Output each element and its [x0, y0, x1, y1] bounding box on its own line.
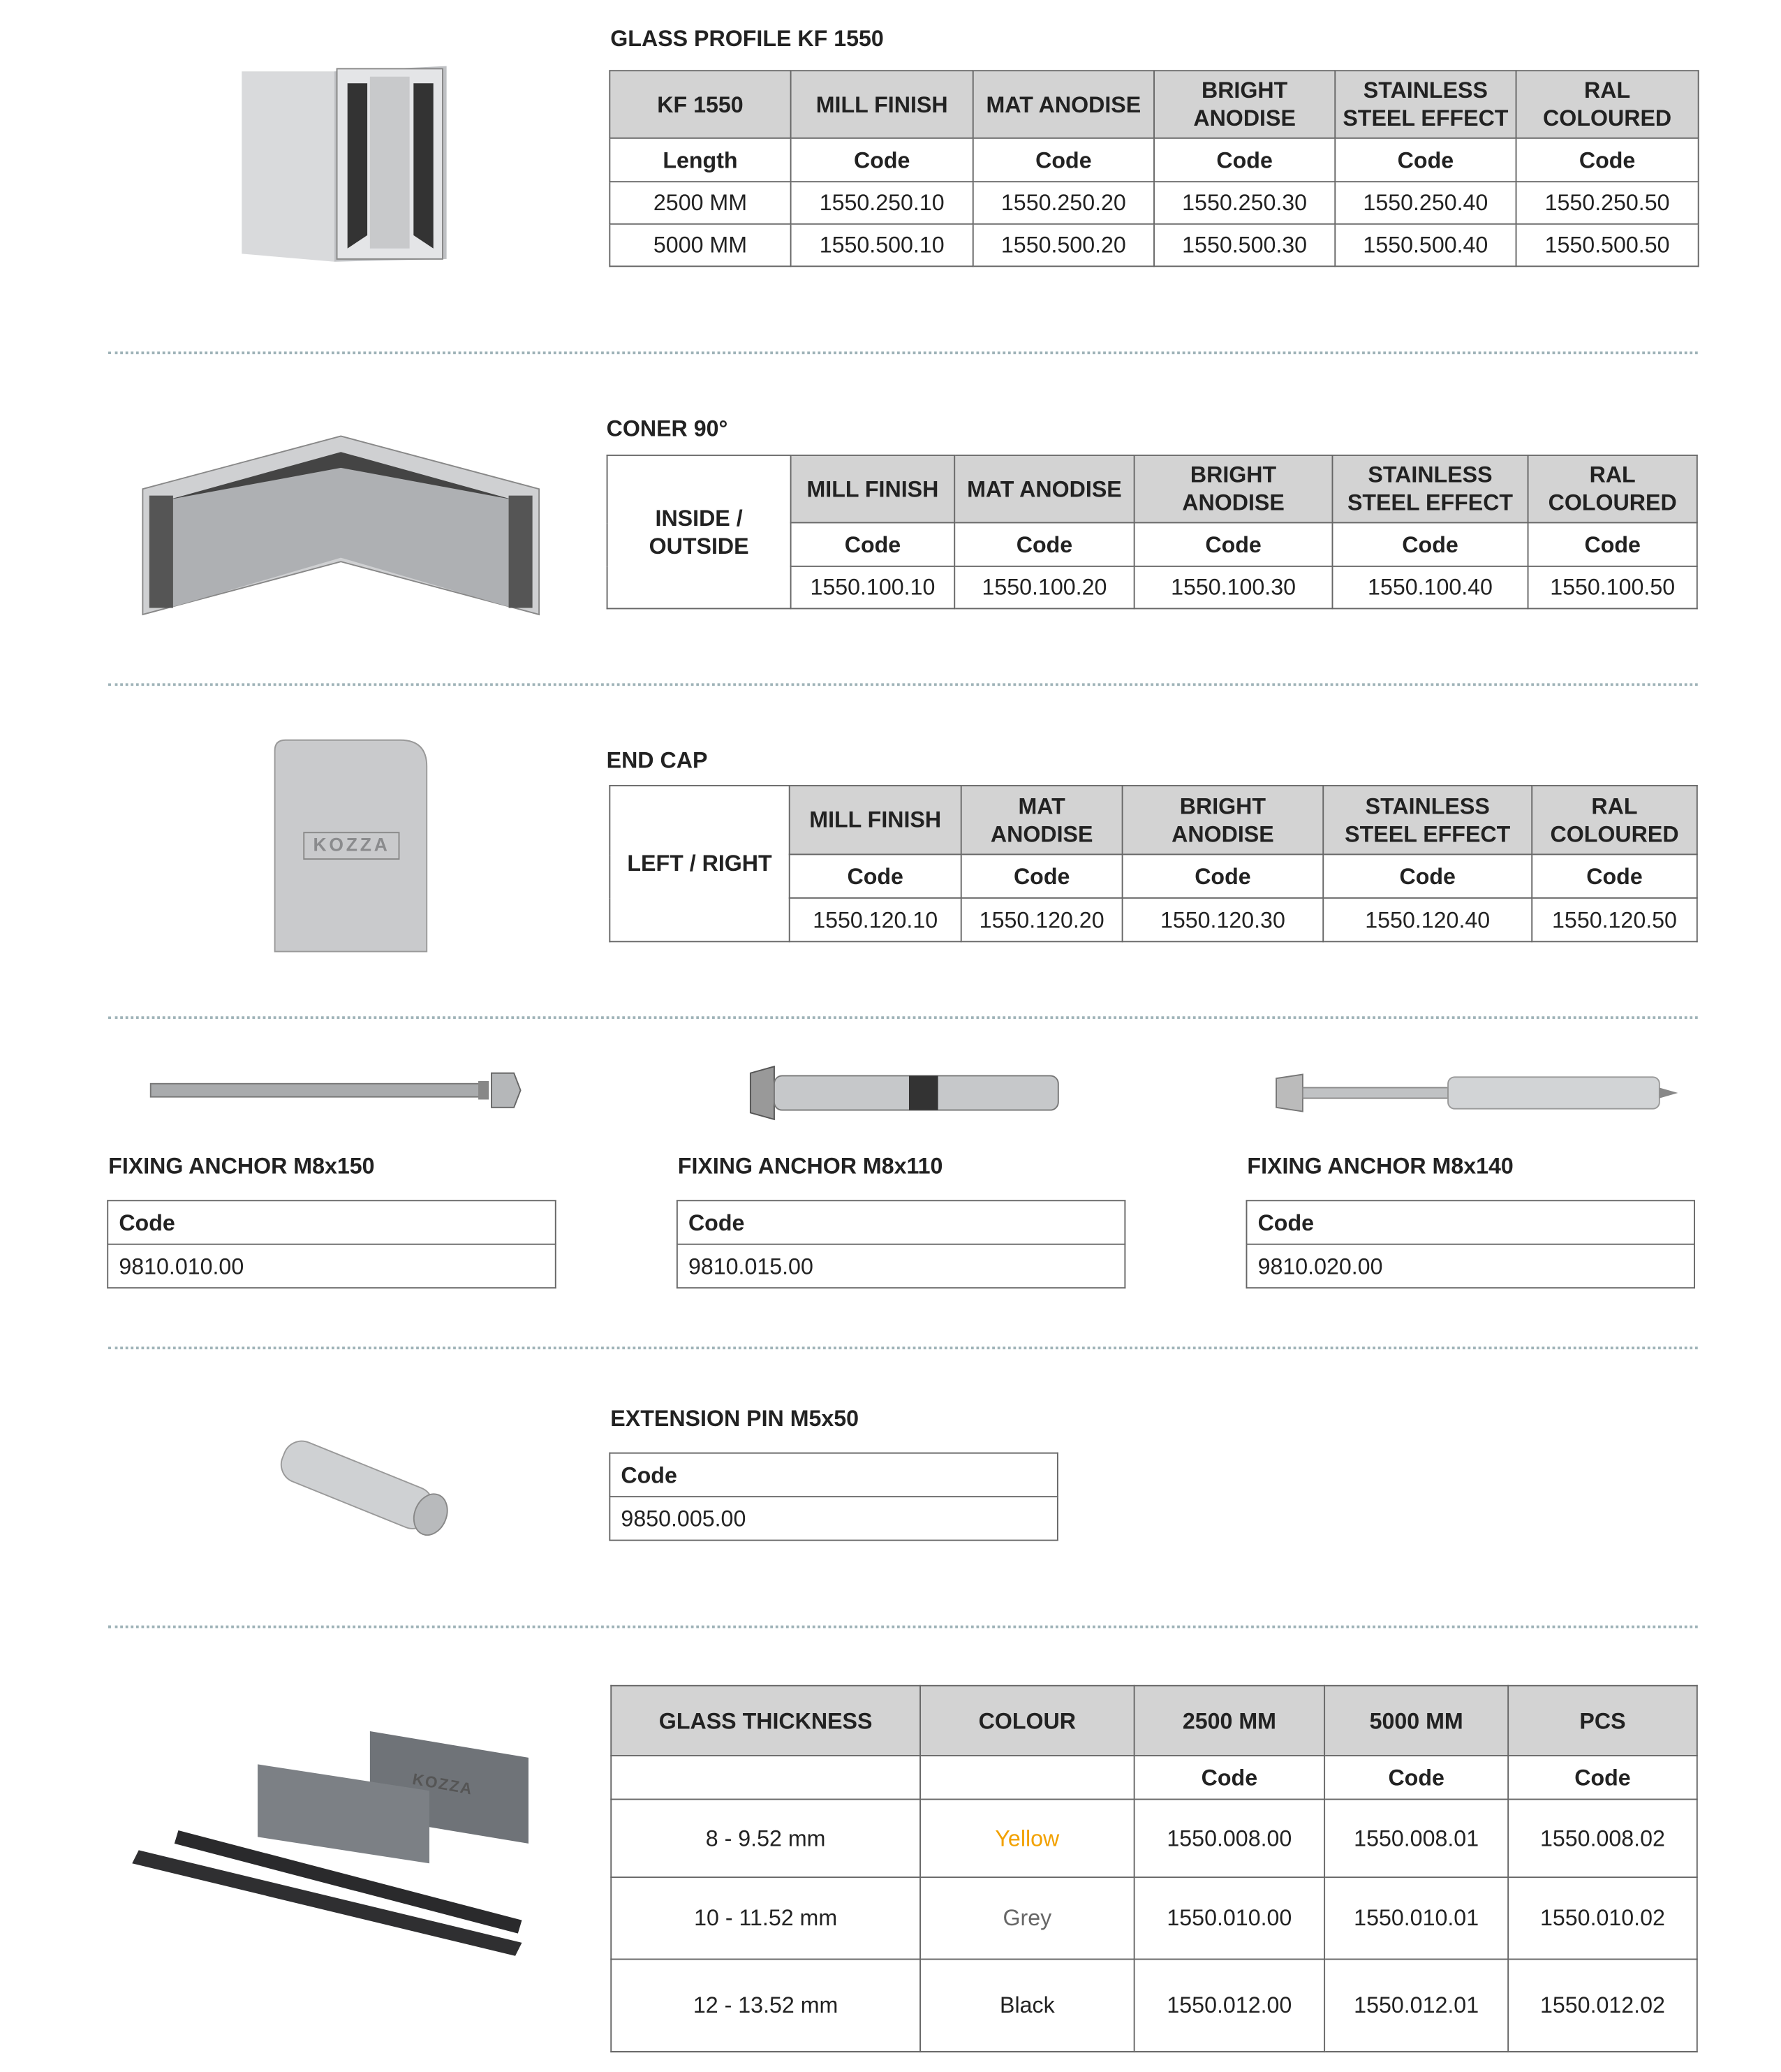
glass-profile-table: [609, 70, 1699, 267]
table-row: [609, 138, 1698, 182]
anchor-title: FIXING ANCHOR M8x150: [108, 1154, 375, 1180]
table-cell: 1550.100.20: [954, 566, 1134, 609]
column-header: MAT ANODISE: [954, 455, 1134, 523]
column-header: BRIGHT ANODISE: [1135, 455, 1333, 523]
table-row: [609, 182, 1698, 224]
gasket-set-image: [132, 1725, 535, 1976]
code-header: Code: [677, 1200, 1125, 1244]
code-header: Code: [108, 1200, 556, 1244]
table-cell: 2500 MM: [609, 182, 790, 224]
sub-header: Code: [1135, 522, 1333, 566]
table-cell: 1550.500.30: [1154, 224, 1335, 267]
table-cell: 1550.100.30: [1135, 566, 1333, 609]
column-header: GLASS THICKNESS: [611, 1686, 920, 1756]
column-header: RAL COLOURED: [1528, 455, 1697, 523]
column-header: 2500 MM: [1135, 1686, 1325, 1756]
column-header: STAINLESS STEEL EFFECT: [1323, 786, 1532, 854]
column-header: MILL FINISH: [791, 71, 973, 138]
column-header: PCS: [1508, 1686, 1697, 1756]
table-cell: 1550.250.10: [791, 182, 973, 224]
sub-header: [611, 1756, 920, 1799]
colour-cell: Yellow: [920, 1800, 1135, 1878]
sub-header: Code: [790, 854, 961, 897]
sub-header: Code: [1532, 854, 1697, 897]
table-row: [611, 1877, 1697, 1959]
column-header: 5000 MM: [1324, 1686, 1508, 1756]
corner-title: CONER 90°: [606, 416, 728, 442]
table-cell: 1550.008.01: [1324, 1800, 1508, 1878]
table-cell: 1550.250.20: [973, 182, 1154, 224]
anchor-code: 9810.020.00: [1246, 1244, 1694, 1288]
table-cell: 1550.012.00: [1135, 1959, 1325, 2051]
column-header: RAL COLOURED: [1532, 786, 1697, 854]
divider: [108, 683, 1698, 686]
sub-header: Code: [1123, 854, 1324, 897]
sub-header: Code: [973, 138, 1154, 182]
sub-header: Code: [1335, 138, 1516, 182]
anchor-code: 9810.010.00: [108, 1244, 556, 1288]
table-row: [611, 1959, 1697, 2051]
column-header: STAINLESS STEEL EFFECT: [1332, 455, 1528, 523]
anchor-title: FIXING ANCHOR M8x140: [1247, 1154, 1514, 1180]
sub-header: Code: [1135, 1756, 1325, 1799]
anchor-title: FIXING ANCHOR M8x110: [677, 1154, 943, 1180]
table-cell: 1550.008.00: [1135, 1800, 1325, 1878]
table-cell: 1550.120.50: [1532, 898, 1697, 941]
column-header: MAT ANODISE: [961, 786, 1123, 854]
divider: [108, 1626, 1698, 1629]
kozza-logo: KOZZA: [313, 834, 390, 855]
column-header: RAL COLOURED: [1516, 71, 1699, 138]
sub-header: Code: [1324, 1756, 1508, 1799]
corner-profile-image: [142, 436, 539, 624]
table-cell: 1550.100.40: [1332, 566, 1528, 609]
column-header: MAT ANODISE: [973, 71, 1154, 138]
corner-table: [607, 455, 1698, 609]
divider: [108, 1346, 1698, 1349]
column-header: COLOUR: [920, 1686, 1135, 1756]
table-cell: 1550.500.20: [973, 224, 1154, 267]
sub-header: Code: [1323, 854, 1532, 897]
table-header-row: [609, 786, 1697, 854]
extension-pin-code: 9850.005.00: [609, 1497, 1058, 1540]
sub-header: [920, 1756, 1135, 1799]
sub-header: Code: [954, 522, 1134, 566]
table-cell: 1550.120.20: [961, 898, 1123, 941]
extension-pin-table: [609, 1453, 1058, 1541]
table-cell: 1550.100.50: [1528, 566, 1697, 609]
sub-header: Code: [791, 522, 955, 566]
table-cell: 1550.012.02: [1508, 1959, 1697, 2051]
end-cap-table: [609, 785, 1697, 942]
extension-pin-image: [271, 1435, 466, 1541]
column-header: MILL FINISH: [790, 786, 961, 854]
code-header: Code: [1246, 1200, 1694, 1244]
kozza-logo: KOZZA: [411, 1770, 475, 1799]
glass-profile-image: [242, 64, 446, 265]
table-cell: 1550.100.10: [791, 566, 955, 609]
table-cell: 1550.500.50: [1516, 224, 1699, 267]
sub-header: Code: [1508, 1756, 1697, 1799]
table-header-row: [609, 71, 1698, 138]
sub-header: Length: [609, 138, 790, 182]
anchor-m8x150-image: [151, 1068, 521, 1115]
column-header: BRIGHT ANODISE: [1154, 71, 1335, 138]
anchor-m8x110-image: [751, 1062, 1065, 1123]
table-header-row: [607, 455, 1697, 523]
column-header: STAINLESS STEEL EFFECT: [1335, 71, 1516, 138]
colour-cell: Black: [920, 1959, 1135, 2051]
side-label: LEFT / RIGHT: [609, 786, 789, 941]
table-cell: 1550.500.10: [791, 224, 973, 267]
anchor-code-table: [677, 1200, 1125, 1288]
table-header-row: [611, 1686, 1697, 1756]
sub-header: Code: [1154, 138, 1335, 182]
table-cell: 1550.120.40: [1323, 898, 1532, 941]
sub-header: Code: [1528, 522, 1697, 566]
table-row: [611, 1800, 1697, 1878]
anchor-code-table: [1246, 1200, 1695, 1288]
sub-header: Code: [1516, 138, 1699, 182]
sub-header: Code: [791, 138, 973, 182]
table-cell: 8 - 9.52 mm: [611, 1800, 920, 1878]
table-cell: 10 - 11.52 mm: [611, 1877, 920, 1959]
table-row: [611, 1756, 1697, 1799]
anchor-code-table: [107, 1200, 556, 1288]
table-cell: 1550.008.02: [1508, 1800, 1697, 1878]
sub-header: Code: [1332, 522, 1528, 566]
column-header: KF 1550: [609, 71, 790, 138]
extension-pin-title: EXTENSION PIN M5x50: [610, 1406, 859, 1432]
table-cell: 1550.010.01: [1324, 1877, 1508, 1959]
column-header: BRIGHT ANODISE: [1123, 786, 1324, 854]
code-header: Code: [609, 1453, 1058, 1497]
column-header: MILL FINISH: [791, 455, 955, 523]
table-cell: 5000 MM: [609, 224, 790, 267]
table-row: [609, 224, 1698, 267]
table-cell: 1550.010.02: [1508, 1877, 1697, 1959]
anchor-m8x140-image: [1276, 1071, 1678, 1115]
table-cell: 1550.250.50: [1516, 182, 1699, 224]
table-cell: 1550.120.10: [790, 898, 961, 941]
end-cap-title: END CAP: [606, 748, 708, 774]
divider: [108, 351, 1698, 354]
glass-profile-title: GLASS PROFILE KF 1550: [610, 26, 884, 52]
table-cell: 1550.250.40: [1335, 182, 1516, 224]
table-cell: 1550.120.30: [1123, 898, 1324, 941]
table-cell: 1550.010.00: [1135, 1877, 1325, 1959]
gasket-table: [610, 1685, 1697, 2052]
anchor-code: 9810.015.00: [677, 1244, 1125, 1288]
table-cell: 1550.500.40: [1335, 224, 1516, 267]
side-label: INSIDE / OUTSIDE: [607, 455, 791, 609]
colour-cell: Grey: [920, 1877, 1135, 1959]
table-cell: 1550.012.01: [1324, 1959, 1508, 2051]
table-cell: 1550.250.30: [1154, 182, 1335, 224]
divider: [108, 1016, 1698, 1019]
sub-header: Code: [961, 854, 1123, 897]
table-cell: 12 - 13.52 mm: [611, 1959, 920, 2051]
